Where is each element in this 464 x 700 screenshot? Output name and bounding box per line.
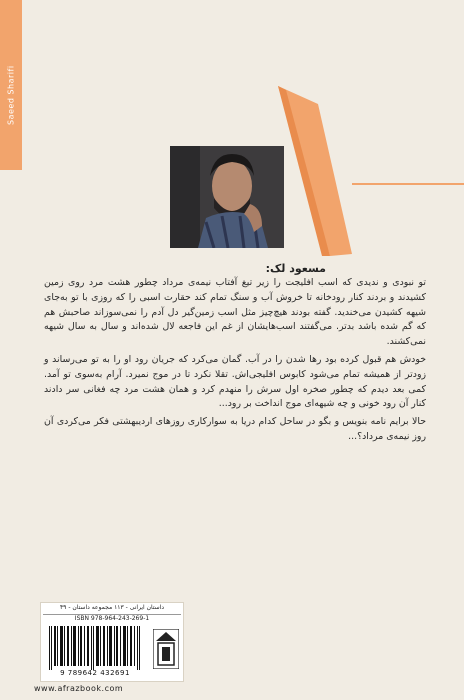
- author-photo: [170, 146, 284, 248]
- blurb-paragraph: تو نبودی و ندیدی که اسب افلیجت را زیر تیغ آفتاب نیمه‌ی مرداد چطور هشت مرد روی زمین کشیدند و بردند کنار رودخانه تا خروش آب و سنگ تمام کند حقارت اسبی را که روزی با تو به‌جای شیهه کشیدن می‌خندید. گفته بودند هیچ‌چیز مثل اسب زمین‌گیر دل آدم را نمی‌سوزاند صاحبش هم که گم شده باشد بدتر. می‌گفتند اسب‌هایشان از غم این فاجعه لال شده‌اند و سال به سال شیهه نمی‌کشند.: [44, 277, 426, 348]
- isbn-label: ISBN 978-964-243-269-1: [74, 615, 150, 622]
- spine-strip: [0, 0, 22, 170]
- barcode-panel: [40, 602, 184, 682]
- decorative-triangle: [272, 86, 352, 256]
- barcode-digits: 9 789642 432691: [60, 669, 130, 677]
- publisher-website: www.afrazbook.com: [34, 684, 124, 693]
- blurb-text: [44, 276, 426, 448]
- series-label: داستان ایرانی - ۱۱۳ مجموعه داستان - ۴۹: [43, 604, 181, 615]
- decorative-line: [352, 183, 464, 185]
- barcode-bars: [47, 626, 143, 670]
- author-heading: مسعود لک:: [265, 262, 326, 275]
- spine-author-name: Saeed Sharifi: [6, 65, 16, 125]
- blurb-paragraph: حالا برایم نامه بنویس و بگو در ساحل کدام دریا به سوارکاری روزهای اردیبهشتی فکر می‌کردی آن روز نیمه‌ی مرداد؟...: [44, 416, 426, 442]
- publisher-logo: [153, 629, 179, 669]
- blurb-paragraph: خودش هم قبول کرده بود رها شدن را در آب. گمان می‌کرد که جریان رود او را به تو می‌رساند و زودتر از همیشه تمام می‌شود کابوس افلیجی‌اش. تقلا نکرد تا در موج نمیرد. آرام به‌سوی تو آمد. کمی بعد دیدم که چطور صخره اول سرش را منهدم کرد و همان هشت مرد چه فغانی سر دادند کنار آن رود خونی و چه شیهه‌ای موج انداخت بر رود...: [44, 353, 426, 410]
